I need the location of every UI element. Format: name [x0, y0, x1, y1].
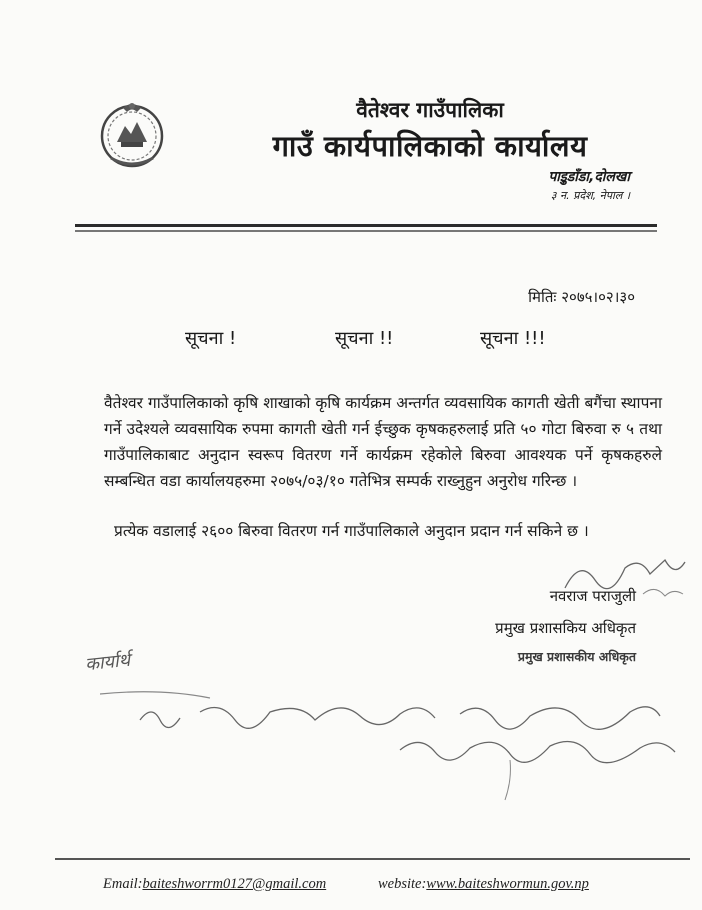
handwritten-note-scribble	[100, 690, 690, 810]
notice-heading-1: सूचना !	[185, 328, 237, 349]
signatory-title: प्रमुख प्रशासकिय अधिकृत	[495, 619, 636, 637]
notice-heading-3: सूचना !!!	[480, 328, 546, 349]
notice-paragraph-1: वैतेश्वर गाउँपालिकाको कृषि शाखाको कृषि कार्यक्रम अन्तर्गत व्यवसायिक कागती खेती बगैंचा स्थापना गर्ने उदेश्यले व्यवसायिक रुपमा कागती खेती गर्न ईच्छुक कृषकहरुलाई प्रति ५० गोटा बिरुवा रु ५ तथा गाउँपालिकाबाट अनुदान स्वरूप वितरण गर्ने कार्यक्रम रहेकोले बिरुवा आवश्यक पर्ने कृषकहरुले सम्बन्धित वडा कार्यालयहरुमा २०७५/०३/१० गतेभित्र सम्पर्क राख्नुहुन अनुरोध गरिन्छ ।	[104, 394, 662, 490]
address-line-2: ३ न. प्रदेश, नेपाल ।	[550, 189, 630, 202]
notice-date: मितिः २०७५।०२।३०	[528, 288, 635, 306]
website-link[interactable]: www.baiteshwormun.gov.np	[426, 876, 589, 892]
email-link[interactable]: baiteshworrm0127@gmail.com	[142, 876, 327, 892]
signatory-name: नवराज पराजुली	[549, 587, 636, 605]
header-divider	[75, 224, 657, 227]
address-line-1: पाइुडाँडा,दोलखा	[548, 169, 630, 185]
email-label: Email:	[103, 876, 143, 892]
notice-paragraph-2: प्रत्येक वडालाई २६०० बिरुवा वितरण गर्न गाउँपालिकाले अनुदान प्रदान गर्न सकिने छ ।	[114, 522, 589, 540]
footer-divider	[55, 858, 690, 860]
footer-website[interactable]	[378, 876, 589, 893]
header-divider-thin	[75, 230, 657, 232]
website-label: website:	[378, 876, 427, 892]
municipality-name: वैतेश्वर गाउँपालिका	[356, 98, 504, 122]
footer-email[interactable]	[103, 876, 326, 893]
nepal-emblem-icon	[95, 96, 169, 170]
official-stamp: प्रमुख प्रशासकीय अधिकृत	[517, 649, 636, 664]
office-name: गाउँ कार्यपालिकाको कार्यालय	[272, 129, 588, 163]
handwritten-label: कार्यार्थ	[84, 649, 132, 676]
notice-heading-2: सूचना !!	[335, 328, 394, 349]
